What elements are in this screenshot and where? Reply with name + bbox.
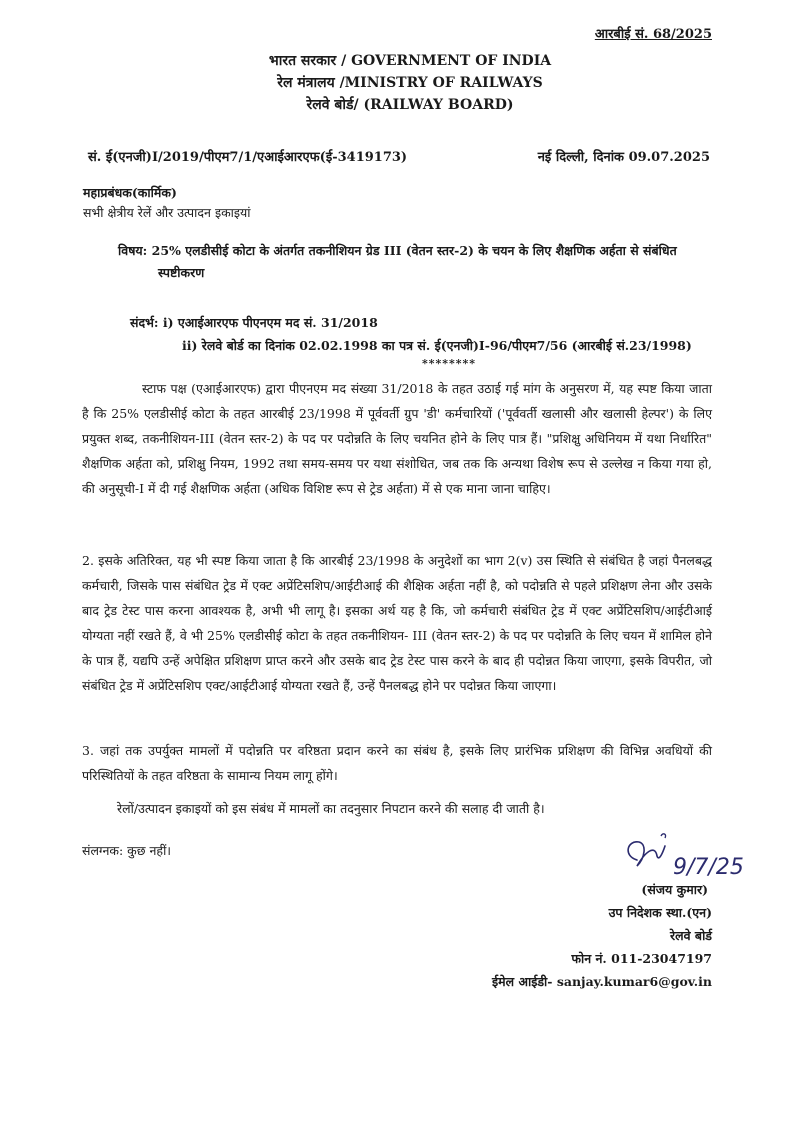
references [130,311,692,357]
header-board: रेलवे बोर्ड/ (RAILWAY BOARD) [306,97,514,113]
addressee-line-2: सभी क्षेत्रीय रेलें और उत्पादन इकाइयां [83,205,251,220]
file-number: सं. ई(एनजी)I/2019/पीएम7/1/एआईआरएफ(ई-3419173) [88,150,408,165]
paragraph-2: 2. इसके अतिरिक्त, यह भी स्पष्ट किया जाता है कि आरबीई 23/1998 के अनुदेशों का भाग 2(v) उस स्थिति से संबंधित है जहां पैनलबद्ध कर्मचारी, जिसके पास संबंधित ट्रेड में एक्ट अप्रेंटिसशिप/आईटीआई की शैक्षिक अर्हता नहीं है, को पदोन्नति से पहले प्रशिक्षण लेना और उसके बाद ट्रेड टेस्ट पास करना आवश्यक है, अभी भी लागू है। इसका अर्थ यह है कि, जो कर्मचारी संबंधित ट्रेड में एक्ट अप्रेंटिसशिप/आईटीआई योग्यता नहीं रखते हैं, वे भी 25% एलडीसीई कोटा के तहत तकनीशियन- III (वेतन स्तर-2) के पद पर पदोन्नति के लिए चयन में शामिल होने के पात्र हैं, यद्यपि उन्हें अपेक्षित प्रशिक्षण प्राप्त करने और उसके बाद ट्रेड टेस्ट पास करने के बाद ही पदोन्नत किया जाएगा, इसके विपरीत, जो संबंधित ट्रेड में अप्रेंटिसशिप एक्ट/आईटीआई योग्यता रखते हैं, उन्हें पैनलबद्ध होने पर पदोन्नत किया जाएगा। [82,553,712,693]
ref-number: आरबीई सं. 68/2025 [594,27,712,42]
reference-2: ii) रेलवे बोर्ड का दिनांक 02.02.1998 का पत्र सं. ई(एनजी)I-96/पीएम7/56 (आरबीई सं.23/1998) [182,338,692,353]
separator: ******** [422,357,477,370]
signatory-phone: फोन नं. 011-23047197 [571,951,712,966]
signatory-name: (संजय कुमार) [641,882,708,897]
reference-1: संदर्भ: i) एआईआरएफ पीएनएम मद सं. 31/2018 [130,315,378,330]
addressee-line-1: महाप्रबंधक(कार्मिक) [83,185,177,200]
letter-date: नई दिल्ली, दिनांक 09.07.2025 [537,150,710,165]
header-ministry: रेल मंत्रालय /MINISTRY OF RAILWAYS [277,75,543,91]
paragraph-3: 3. जहां तक उपर्युक्त मामलों में पदोन्नति पर वरिष्ठता प्रदान करने का संबंध है, इसके लिए प्रारंभिक प्रशिक्षण की विभिन्न अवधियों की परिस्थितियों के तहत वरिष्ठता के सामान्य नियम लागू होंगे। [82,743,712,783]
signatory-office: रेलवे बोर्ड [670,928,712,943]
signature-date: 9/7/25 [673,855,744,880]
letterhead [0,50,800,116]
signatory-block [492,878,712,993]
subject-line-1: विषय: 25% एलडीसीई कोटा के अंतर्गत तकनीशियन ग्रेड III (वेतन स्तर-2) के चयन के लिए शैक्षणिक अर्हता से संबंधित [118,243,677,258]
paragraph-4: रेलों/उत्पादन इकाइयों को इस संबंध में मामलों का तदनुसार निपटान करने की सलाह दी जाती है। [117,801,545,816]
enclosure: संलग्नक: कुछ नहीं। [82,843,172,858]
paragraph-1: स्टाफ पक्ष (एआईआरएफ) द्वारा पीएनएम मद संख्या 31/2018 के तहत उठाई गई मांग के अनुसरण में, यह स्पष्ट किया जाता है कि 25% एलडीसीई कोटा के तहत आरबीई 23/1998 में पूर्ववर्ती ग्रुप 'डी' कर्मचारियों ('पूर्ववर्ती खलासी और खलासी हेल्पर') के लिए प्रयुक्त शब्द, तकनीशियन-III (वेतन स्तर-2) के पद पर पदोन्नति के लिए चयनित होने के लिए पात्र हैं। "प्रशिक्षु अधिनियम में यथा निर्धारित" शैक्षणिक अर्हता को, प्रशिक्षु नियम, 1992 तथा समय-समय पर यथा संशोधित, जब तक कि अन्यथा विशेष रूप से उल्लेख न किया गया हो, की अनुसूची-I में दी गई शैक्षणिक अर्हता (अधिक विशिष्ट रूप से ट्रेड अर्हता) में से एक माना जाना चाहिए। [82,381,712,496]
subject [118,240,708,284]
signatory-email: ईमेल आईडी- sanjay.kumar6@gov.in [492,974,712,989]
addressee [83,183,251,223]
subject-line-2: स्पष्टीकरण [158,265,205,280]
header-government: भारत सरकार / GOVERNMENT OF INDIA [268,53,552,69]
signatory-designation: उप निदेशक स्था.(एन) [608,905,712,920]
